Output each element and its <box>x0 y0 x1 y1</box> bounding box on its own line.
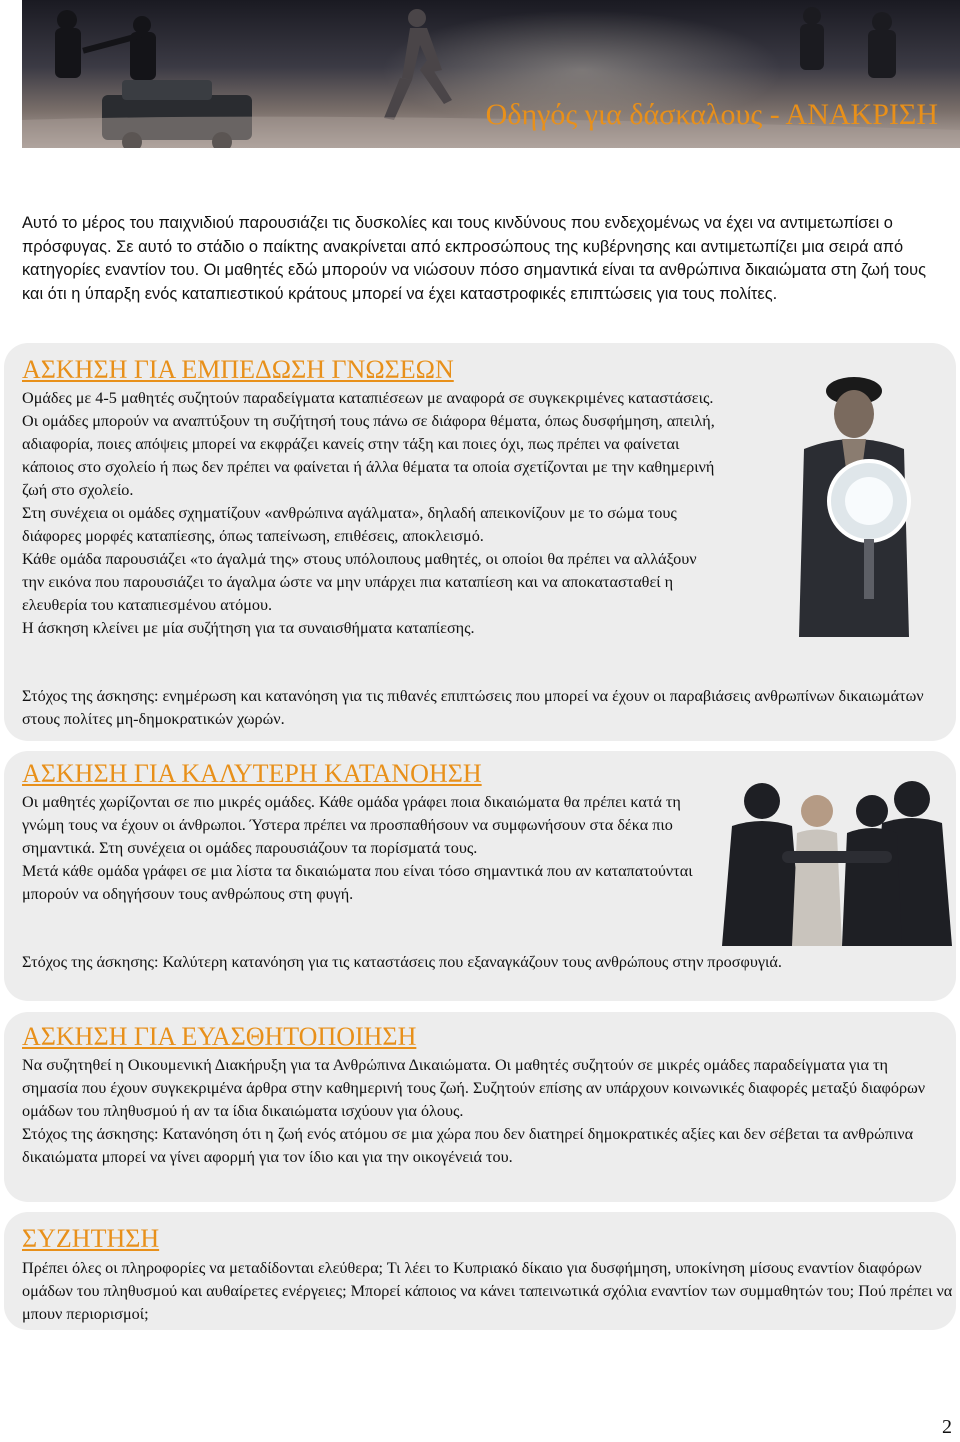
section-paragraph: Ομάδες με 4-5 μαθητές συζητούν παραδείγματα καταπιέσεων με αναφορά σε συγκεκριμένες καταστάσεις. Οι ομάδες μπορούν να αναπτύξουν τη συζήτησή τους πάνω σε διάφορα θέματα, όπως δυσφήμηση, απειλή, αδιαφορία, ποιες απόψεις μπορεί να εκφράζει κανείς στην τάξη και ποιες όχι, πως πρέπει να φαίνεται κάποιος στο σχολείο ή πως δεν πρέπει να φαίνεται ή άλλα θέματα τα οποία σχετίζονται με την καθημερινή ζωή στο σχολείο. <box>22 389 715 499</box>
section-heading: ΑΣΚΗΣΗ ΓΙΑ ΕΥΑΣΘΗΤΟΠΟΙΗΣΗ <box>22 1022 417 1051</box>
section-paragraph: Η άσκηση κλείνει με μία συζήτηση για τα συναισθήματα καταπίεσης. <box>22 619 475 637</box>
section-heading: ΑΣΚΗΣΗ ΓΙΑ ΚΑΛΥΤΕΡΗ ΚΑΤΑΝΟΗΣΗ <box>22 759 482 788</box>
section-paragraph: Οι μαθητές χωρίζονται σε πιο μικρές ομάδες. Κάθε ομάδα γράφει ποια δικαιώματα θα πρέπει κατά τη γνώμη τους να έχουν οι άνθρωποι. Ύστερα πρέπει να προσπαθήσουν να συμφωνήσουν στα δέκα πιο σημαντικά. Στη συνέχεια οι ομάδες παρουσιάζουν τα πορίσματά τους. <box>22 793 681 857</box>
section-discussion <box>4 1212 956 1330</box>
section-paragraph: Στη συνέχεια οι ομάδες σχηματίζουν «ανθρώπινα αγάλματα», δηλαδή απεικονίζουν με το σώμα τους διάφορες μορφές καταπίεσης, όπως ταπείνωση, επιθέσεις, αποκλεισμό. <box>22 504 677 545</box>
section-heading: ΣΥΖΗΤΗΣΗ <box>22 1224 160 1253</box>
section-paragraph: Κάθε ομάδα παρουσιάζει «το άγαλμά της» στους υπόλοιπους μαθητές, οι οποίοι θα πρέπει να αλλάξουν την εικόνα που παρουσιάζει το άγαλμα ώστε να μην υπάρχει πια καταπίεση και να αποκατασταθεί η ελευθερία του καταπιεσμένου ατόμου. <box>22 550 697 614</box>
page-number: 2 <box>942 1416 952 1438</box>
section-heading: ΑΣΚΗΣΗ ΓΙΑ ΕΜΠΕΔΩΣΗ ΓΝΩΣΕΩΝ <box>22 355 454 384</box>
section-goal: Στόχος της άσκησης: Καλύτερη κατανόηση για τις καταστάσεις που εξαναγκάζουν τους ανθρώπους στην προσφυγιά. <box>22 953 782 971</box>
officer-with-lamp-illustration <box>784 369 924 639</box>
section-consolidation-exercise <box>4 343 956 741</box>
intro-paragraph: Αυτό το μέρος του παιχνιδιού παρουσιάζει τις δυσκολίες και τους κινδύνους που ενδεχομένως να έχει να αντιμετωπίσει ο πρόσφυγας. Σε αυτό το στάδιο ο παίκτης ανακρίνεται από εκπροσώπους της κυβέρνησης και αντιμετωπίζει μια σειρά από κατηγορίες εναντίον του. Οι μαθητές εδώ μπορούν να νιώσουν πόσο σημαντικά είναι τα ανθρώπινα δικαιώματα στη ζωή τους και ότι η ύπαρξη ενός καταπιεστικού κράτους μπορεί να έχει καταστροφικές επιπτώσεις για τους πολίτες. <box>22 214 926 304</box>
section-paragraph: Πρέπει όλες οι πληροφορίες να μεταδίδονται ελεύθερα; Τι λέει το Κυπριακό δίκαιο για δυσφήμηση, υποκίνηση μίσους εναντίον διαφόρων ομάδων του πληθυσμού και αυθαίρετες ενέργειες; Μπορεί κάποιος να κάνει ταπεινωτικά σχόλια εναντίον των συμμαθητών του; Πού πρέπει να μπουν περιορισμοί; <box>22 1259 953 1323</box>
guards-and-prisoner-illustration <box>722 771 952 946</box>
section-goal: Στόχος της άσκησης: ενημέρωση και κατανόηση για τις πιθανές επιπτώσεις που μπορεί να έχουν οι παραβιάσεις ανθρωπίνων δικαιωμάτων στους πολίτες μη-δημοκρατικών χωρών. <box>22 687 924 728</box>
page-title: Οδηγός για δάσκαλους - ΑΝΑΚΡΙΣΗ <box>485 98 938 131</box>
section-paragraph: Μετά κάθε ομάδα γράφει σε μια λίστα τα δικαιώματα που είναι τόσο σημαντικά που αν καταπατούνται μπορούν να οδηγήσουν τους ανθρώπους στη φυγή. <box>22 862 693 903</box>
section-paragraph: Στόχος της άσκησης: Κατανόηση ότι η ζωή ενός ατόμου σε μια χώρα που δεν διατηρεί δημοκρατικές αξίες και δεν σέβεται τα ανθρώπινα δικαιώματα μπορεί να γίνει αφορμή για τον ίδιο και για την οικογένειά του. <box>22 1125 914 1166</box>
section-understanding-exercise <box>4 751 956 1001</box>
header-banner <box>22 0 960 148</box>
section-awareness-exercise <box>4 1012 956 1202</box>
section-paragraph: Να συζητηθεί η Οικουμενική Διακήρυξη για τα Ανθρώπινα Δικαιώματα. Οι μαθητές συζητούν σε μικρές ομάδες παραδείγματα για τη σημασία που έχουν συγκεκριμένα άρθρα στην καθημερινή τους ζωή. Συζητούν επίσης αν υπάρχουν κοινωνικές διαφορές μεταξύ διαφόρων ομάδων του πληθυσμού ή αν τα ίδια δικαιώματα ισχύουν για όλους. <box>22 1056 926 1120</box>
